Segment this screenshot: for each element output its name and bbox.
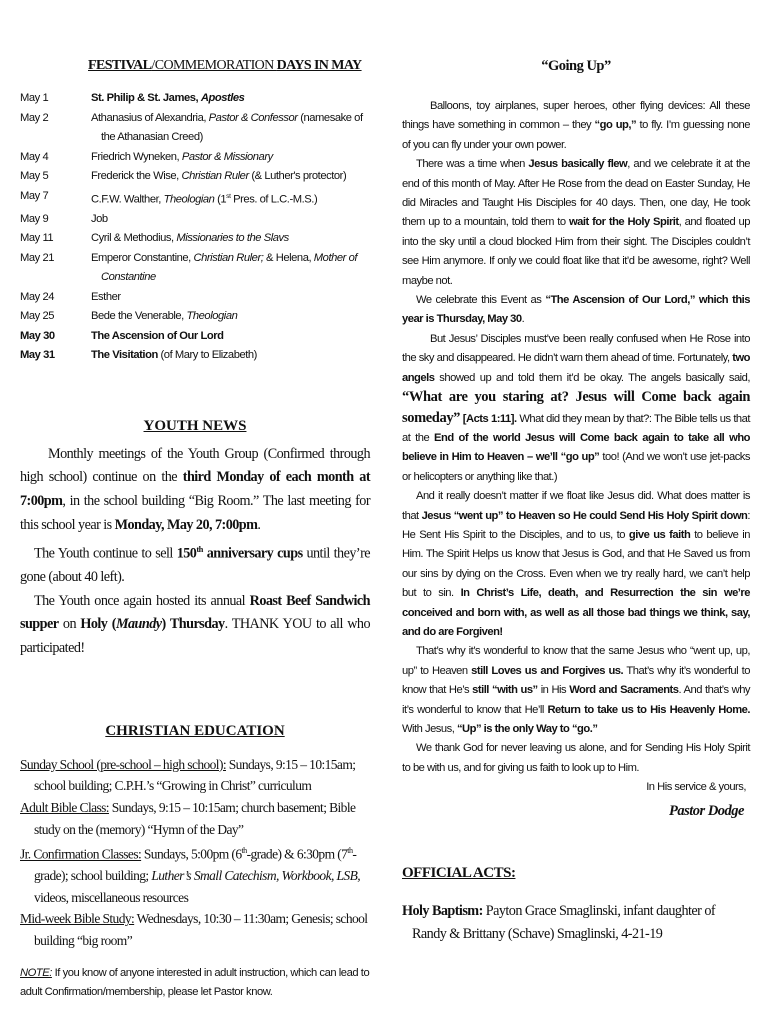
- education-item: [20, 908, 370, 951]
- article-paragraph: [402, 97, 750, 155]
- festival-date: May 21: [20, 251, 54, 264]
- official-acts-entry: [402, 900, 750, 946]
- text-run: St. Philip & St. James,: [91, 92, 201, 104]
- christian-education-list: [20, 754, 370, 952]
- youth-paragraph: [20, 590, 370, 661]
- text-run: But Jesus’ Disciples must’ve been really confused when He Rose into the sky and disappeared. He didn’t warn them ahead of time. Fortunately,: [402, 332, 750, 365]
- festival-date: May 7: [20, 189, 49, 202]
- text-run: still Loves us and Forgives us.: [471, 664, 624, 677]
- text-run: 150: [176, 545, 197, 562]
- festival-name-text: [91, 148, 370, 168]
- text-run: That’s why it’s wonderful to know that the same Jesus who “went up, up, up” to Heaven: [402, 645, 750, 677]
- text-run: That’s why it’s wonderful to know that He’s: [402, 664, 750, 697]
- text-run: Return to take us to His Heavenly Home.: [547, 703, 750, 716]
- festival-name: [91, 288, 370, 308]
- text-run: What did they mean by that?: The Bible tells us that at the: [402, 412, 750, 444]
- youth-paragraph: [20, 443, 370, 538]
- youth-news-title: YOUTH NEWS: [143, 417, 247, 434]
- festival-row: [20, 187, 370, 210]
- festival-name-text: [91, 187, 370, 210]
- going-up-title: “Going Up”: [541, 58, 611, 74]
- text-run: still “with us”: [472, 684, 538, 697]
- text-run: st: [226, 192, 231, 200]
- festival-row: [20, 210, 370, 230]
- text-run: Frederick the Wise,: [91, 170, 182, 182]
- text-run: Sundays, 9:15 – 10:15am; school building; C.P.H.’s “Growing in Christ” curriculum: [34, 756, 356, 794]
- text-run: videos, miscellaneous resources: [34, 889, 189, 905]
- text-run: & Helena,: [263, 251, 314, 264]
- festival-row: [20, 346, 370, 366]
- text-run: Mother of Constantine: [101, 251, 358, 284]
- text-run: Theologian: [186, 310, 238, 323]
- text-run: “Up” is the only Way to “go.”: [456, 723, 598, 735]
- text-run: In Christ’s Life, death, and Resurrection the sin we’re conceived and born with, as well as all those bad things we think, say, and do are Forgiven!: [402, 587, 750, 638]
- text-run: (of Mary to Elizabeth): [157, 349, 257, 362]
- text-run: (namesake of the Athanasian Creed): [101, 111, 363, 143]
- text-run: wait for the Holy Spirit: [568, 216, 679, 229]
- text-run: The Youth continue to sell: [34, 545, 177, 562]
- festival-date: May 30: [20, 329, 55, 342]
- article-paragraph: [402, 739, 750, 778]
- text-run: If you know of anyone interested in adult instruction, which can lead to adult Confirmation/membership, please let Pastor know.: [20, 966, 370, 999]
- text-run: . And that’s why it’s wonderful to know that He’ll: [402, 684, 751, 716]
- text-run: . THANK YOU to all who participated!: [20, 616, 371, 657]
- festival-date: May 5: [20, 170, 49, 182]
- festival-date: May 24: [20, 290, 54, 303]
- text-run: : He Sent His Spirit to the Disciples, and to us, to: [402, 509, 750, 541]
- text-run: th: [347, 846, 353, 856]
- festival-name-text: [91, 288, 370, 308]
- text-run: Cyril & Methodius,: [91, 232, 177, 245]
- going-up-article: [402, 97, 750, 778]
- text-run: The Visitation: [91, 349, 158, 362]
- text-run: Emperor Constantine,: [91, 251, 194, 264]
- left-column: [20, 58, 370, 1003]
- text-run: th: [241, 846, 247, 856]
- festival-row: [20, 109, 370, 148]
- text-run: Christian Ruler: [181, 170, 249, 182]
- text-run: Job: [91, 212, 108, 225]
- festival-name-text: [91, 346, 370, 366]
- text-run: two angels: [402, 352, 750, 384]
- text-run: Pastor & Confessor: [208, 111, 298, 124]
- festival-name-text: [91, 210, 370, 230]
- festival-name: [91, 89, 370, 109]
- text-run: “go up,”: [594, 119, 637, 132]
- festival-name-text: [91, 327, 370, 347]
- text-run: Christian Ruler;: [193, 251, 264, 264]
- text-run: Roast Beef Sandwich supper: [20, 592, 370, 633]
- text-run: Monday, May 20, 7:00pm: [114, 516, 258, 533]
- text-run: , and floated up into the sky until a cloud blocked Him from their sight. The Disciples couldn’t see Him anymore. If only we could float like that it’d be awesome, right? Well maybe not.: [402, 216, 750, 287]
- education-item: [20, 797, 370, 840]
- text-run: Jesus “went up” to Heaven so He could Send His Holy Spirit down: [421, 509, 748, 522]
- text-run: showed up and told them it’d be okay. The angels basically said,: [434, 371, 750, 384]
- text-run: Apostles: [200, 92, 245, 104]
- festival-name-text: [91, 249, 370, 288]
- education-note: [20, 964, 370, 1003]
- text-run: The Ascension of Our Lord: [91, 329, 224, 342]
- text-run: Luther’s Small Catechism, Workbook, LSB,: [151, 868, 360, 884]
- text-run: Monthly meetings of the Youth Group (Confirmed through high school) continue on the: [20, 445, 370, 486]
- right-column: [402, 58, 750, 946]
- festival-name: [91, 210, 370, 230]
- text-run: too! (And we won’t use jet-packs or helicopters or anything like that.): [402, 451, 750, 483]
- festival-row: [20, 167, 370, 187]
- festival-date: May 11: [20, 232, 54, 245]
- text-run: Athanasius of Alexandria,: [91, 111, 209, 124]
- text-run: , and we celebrate it at the end of this month of May. After He Rose from the dead on Easter Sunday, He did Miracles and Taught His Disciples for 40 days. Then, one day, He took them up to a mountain, told them to: [402, 158, 751, 229]
- education-item: [20, 754, 370, 797]
- text-run: th: [196, 543, 203, 554]
- text-run: Holy (: [80, 616, 116, 633]
- text-run: (& Luther's protector): [248, 170, 347, 182]
- text-run: on: [58, 616, 81, 633]
- festival-row: [20, 307, 370, 327]
- festival-name: [91, 187, 370, 210]
- festival-name: [91, 229, 370, 249]
- festival-name: [91, 109, 370, 148]
- festival-date: May 9: [20, 212, 49, 225]
- text-run: .: [521, 313, 525, 326]
- text-run: until they’re gone (about 40 left).: [20, 545, 370, 585]
- text-run: Sundays, 9:15 – 10:15am; church basement; Bible study on the (memory) “Hymn of the Day”: [34, 799, 356, 837]
- text-run: Theologian: [163, 193, 215, 206]
- text-run: third Monday of each month at 7:00pm: [20, 469, 370, 510]
- text-run: Word and Sacraments: [569, 684, 679, 697]
- festival-name: [91, 167, 370, 187]
- text-run: End of the world Jesus will Come back again to take all who believe in Him to Heaven – we’ll “go up”: [402, 431, 750, 464]
- text-run: NOTE:: [20, 966, 52, 979]
- text-run: Jesus basically flew: [528, 158, 628, 171]
- text-run: (1: [214, 193, 227, 206]
- text-run: -grade); school building;: [34, 846, 357, 884]
- text-run: Bede the Venerable,: [91, 310, 187, 323]
- text-run: Holy Baptism:: [402, 903, 483, 920]
- christian-education-title: CHRISTIAN EDUCATION: [105, 722, 285, 739]
- festival-date: May 25: [20, 310, 54, 323]
- festival-row: [20, 327, 370, 347]
- festival-name: [91, 249, 370, 288]
- pastor-signature: Pastor Dodge: [669, 802, 744, 819]
- text-run: .: [257, 516, 261, 533]
- text-run: Missionaries to the Slavs: [176, 232, 289, 245]
- festival-row: [20, 148, 370, 168]
- article-paragraph: [402, 642, 750, 739]
- text-run: in His: [537, 684, 570, 697]
- text-run: Sunday School (pre-school – high school):: [20, 756, 226, 772]
- festival-title: FESTIVAL/COMMEMORATION DAYS IN MAY: [88, 58, 362, 73]
- text-run: The Youth once again hosted its annual: [34, 592, 250, 609]
- festival-date: May 2: [20, 111, 49, 124]
- text-run: Mid-week Bible Study:: [20, 911, 135, 927]
- text-run: Sundays, 5:00pm (6: [141, 846, 242, 862]
- text-run: -grade) & 6:30pm (7: [246, 846, 348, 862]
- text-run: Wednesdays, 10:30 – 11:30am; Genesis; school building “big room”: [34, 911, 368, 949]
- text-run: We thank God for never leaving us alone, and for Sending His Holy Spirit to be with us, and for giving us faith to look up to Him.: [402, 742, 750, 774]
- article-paragraph: [402, 155, 750, 291]
- article-paragraph: [402, 330, 750, 487]
- text-run: C.F.W. Walther,: [91, 193, 164, 206]
- text-run: There was a time when: [416, 158, 529, 171]
- festival-row: [20, 249, 370, 288]
- text-run: Pastor & Missionary: [181, 150, 273, 163]
- education-item: [20, 840, 370, 908]
- text-run: Jr. Confirmation Classes:: [20, 846, 142, 862]
- festival-date: May 4: [20, 150, 49, 163]
- text-run: “What are you staring at? Jesus will Come back again someday”: [402, 389, 750, 426]
- article-paragraph: [402, 291, 750, 330]
- text-run: ) Thursday: [161, 616, 225, 633]
- text-run: Adult Bible Class:: [20, 799, 109, 815]
- festival-name: [91, 346, 370, 366]
- text-run: Friedrich Wyneken,: [91, 150, 182, 163]
- text-run: , in the school building “Big Room.” The last meeting for this school year is: [20, 493, 370, 533]
- text-run: to fly. I’m guessing none of you can fly under your own power.: [402, 119, 750, 151]
- festival-name-text: [91, 307, 370, 327]
- article-paragraph: [402, 487, 750, 642]
- festival-name-text: [91, 229, 370, 249]
- signoff-text: In His service & yours,: [646, 781, 746, 794]
- text-run: Balloons, toy airplanes, super heroes, other flying devices: All these things have something in common – they: [402, 100, 750, 132]
- festival-name-text: [91, 89, 370, 109]
- text-run: [Acts 1:11].: [460, 412, 517, 425]
- text-run: anniversary cups: [202, 545, 303, 562]
- text-run: Payton Grace Smaglinski, infant daughter of Randy & Brittany (Schave) Smaglinski, 4-21-19: [412, 903, 716, 943]
- festival-date: May 1: [20, 92, 49, 104]
- festival-name: [91, 148, 370, 168]
- official-acts-title: OFFICIAL ACTS:: [402, 865, 516, 882]
- text-run: And it really doesn’t matter if we float like Jesus did. What does matter is that: [402, 490, 750, 522]
- festival-row: [20, 288, 370, 308]
- signoff-block: [402, 778, 750, 821]
- festival-row: [20, 89, 370, 109]
- festival-row: [20, 229, 370, 249]
- youth-paragraph: [20, 538, 370, 590]
- text-run: Maundy: [115, 616, 162, 633]
- text-run: With Jesus,: [402, 723, 457, 735]
- text-run: “The Ascension of Our Lord,” which this year is Thursday, May 30: [402, 294, 750, 326]
- festival-date: May 31: [20, 349, 55, 362]
- festival-name: [91, 307, 370, 327]
- festival-name-text: [91, 167, 370, 187]
- text-run: We celebrate this Event as: [416, 294, 546, 307]
- text-run: give us faith: [628, 528, 691, 541]
- festival-name: [91, 327, 370, 347]
- text-run: Pres. of L.C.-M.S.): [230, 193, 318, 206]
- festival-table: [20, 89, 370, 366]
- text-run: to believe in Him. The Spirit Helps us know that Jesus is God, and that He Saved us from our sins by dying on the Cross. Even when we try really hard, we can’t help but to sin.: [402, 528, 750, 600]
- youth-news-body: [20, 443, 370, 661]
- text-run: Esther: [91, 290, 121, 303]
- festival-name-text: [91, 109, 370, 148]
